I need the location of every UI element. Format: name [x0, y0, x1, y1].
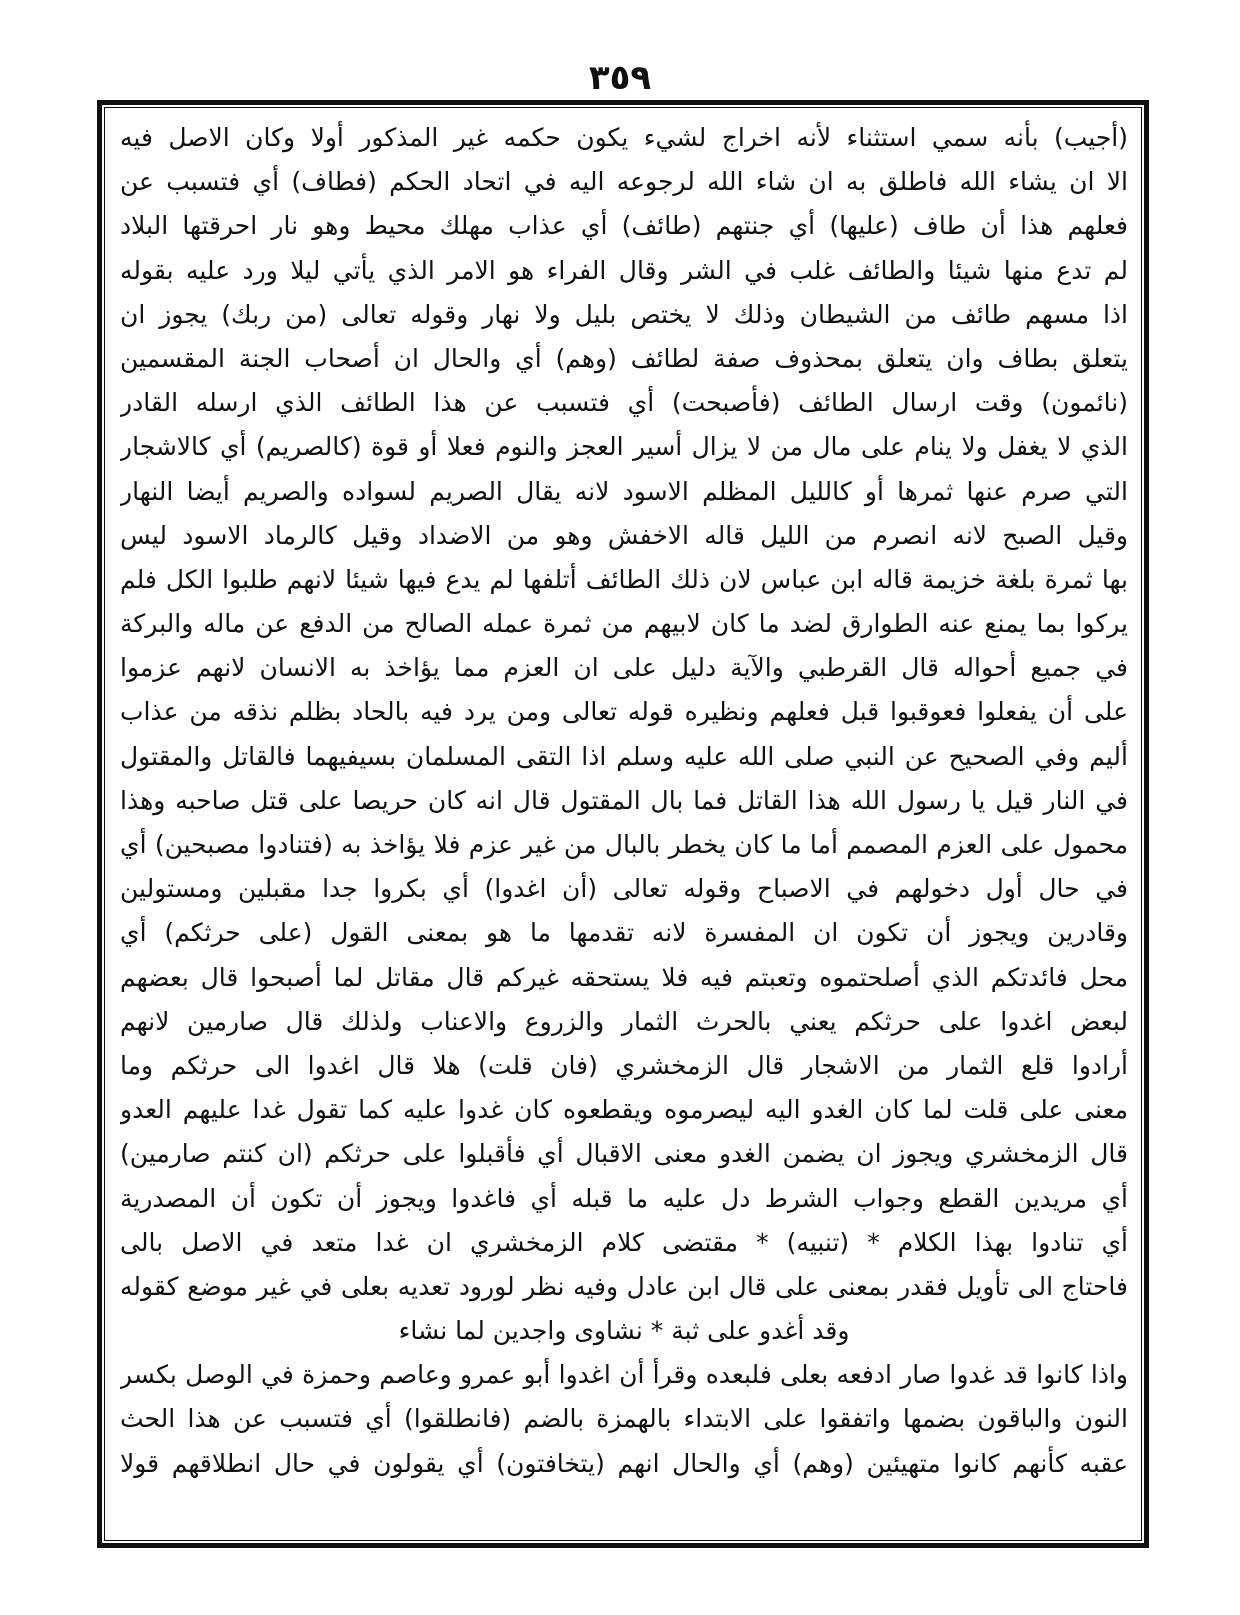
text-line: النون والباقون بضمها واتفقوا على الابتداء بالهمزة بالضم (فانطلقوا) أي فتسبب عن هذا الحث	[120, 1404, 1128, 1434]
text-block	[120, 116, 1128, 1532]
text-line: (نائمون) وقت ارسال الطائف (فأصبحت) أي فتسبب عن هذا الطائف الذي ارسله القادر	[120, 388, 1128, 418]
text-line: أي تنادوا بهذا الكلام * (تنبيه) * مقتضى كلام الزمخشري ان غدا متعد في الاصل بالى	[120, 1227, 1128, 1257]
page-number: ٣٥٩	[588, 58, 652, 98]
text-line: يتعلق بطاف وان يتعلق بمحذوف صفة لطائف (وهم) أي والحال ان أصحاب الجنة المقسمين	[120, 343, 1128, 373]
text-line: أي مريدين القطع وجواب الشرط دل عليه ما قبله أي فاغدوا ويجوز أن تكون أن المصدرية	[120, 1183, 1128, 1213]
text-line: في حال أول دخولهم في الاصباح وقوله تعالى (أن اغدوا) أي بكروا جدا مقبلين ومستولين	[120, 874, 1128, 904]
text-line: لم تدع منها شيئا والطائف غلب في الشر وقال الفراء هو الامر الذي يأتي ليلا ورد عليه بقوله	[120, 255, 1128, 285]
text-line: اذا مسهم طائف من الشيطان وذلك لا يختص بليل ولا نهار وقوله تعالى (من ربك) يجوز ان	[120, 299, 1128, 329]
text-line: قال الزمخشري ويجوز ان يضمن الغدو معنى الاقبال أي فأقبلوا على حرثكم (ان كنتم صارمين)	[120, 1139, 1128, 1169]
text-line: لبعض اغدوا على حرثكم يعني بالحرث الثمار والزروع والاعناب ولذلك قال صارمين لانهم	[120, 1006, 1128, 1036]
text-line: التي صرم عنها ثمرها أو كالليل المظلم الاسود لانه يقال الصريم لسواده والصريم أيضا النهار	[120, 476, 1128, 506]
text-line: محمول على العزم المصمم أما ما كان يخطر بالبال من غير عزم فلا يؤاخذ به (فتنادوا مصبحين) أي	[120, 830, 1128, 859]
text-line: عقبه كأنهم كانوا متهيئين (وهم) أي والحال انهم (يتخافتون) أي يقولون في حال انطلاقهم قولا	[120, 1448, 1128, 1478]
text-line: في جميع أحواله قال القرطبي والآية دليل على ان العزم مما يؤاخذ به الانسان لانهم عزموا	[120, 653, 1128, 683]
text-line: محل فائدتكم الذي أصلحتموه وتعبتم فيه فلا يستحقه غيركم قال مقاتل لما أصبحوا قال بعضهم	[120, 962, 1128, 992]
text-line: واذا كانوا قد غدوا صار ادفعه بعلى فلبعده وقرأ أن اغدوا أبو عمرو وعاصم وحمزة في الوصل بكسر	[120, 1360, 1128, 1390]
text-line: بها ثمرة بلغة خزيمة قاله ابن عباس لان ذلك الطائف أتلفها لم يدع فيها شيئا لانهم طلبوا الكل فلم	[120, 564, 1128, 594]
text-line: على أن يفعلوا فعوقبوا قبل فعلهم ونظيره قوله تعالى ومن يرد فيه بالحاد بظلم نذقه من عذاب	[120, 697, 1128, 727]
text-line: الذي لا يغفل ولا ينام على مال من لا يزال أسير العجز والنوم فعلا أو قوة (كالصريم) أي كالاشجار	[120, 432, 1128, 462]
verse-line: وقد أغدو على ثبة * نشاوى واجدين لما نشاء	[398, 1316, 850, 1346]
text-line: الا ان يشاء الله فاطلق به ان شاء الله لرجوعه اليه في اتحاد الحكم (فطاف) أي فتسبب عن	[120, 167, 1128, 197]
text-line: أرادوا قلع الثمار من الاشجار قال الزمخشري (فان قلت) هلا قال اغدوا الى حرثكم وما	[120, 1050, 1128, 1080]
text-line: يركوا بما يمنع عنه الطوارق لضد ما كان لابيهم من ثمرة عمله الصالح من الدفع عن ماله والبركة	[120, 609, 1128, 639]
text-line: فعلهم هذا أن طاف (عليها) أي جنتهم (طائف) أي عذاب مهلك محيط وهو نار احرقتها البلاد	[120, 211, 1128, 241]
text-line: (أجيب) بأنه سمي استثناء لأنه اخراج لشيء يكون حكمه غير المذكور أولا وكان الاصل فيه	[120, 123, 1128, 152]
text-line: وقيل الصبح لانه انصرم من الليل قاله الاخفش وهو من الاضداد وقيل كالرماد الاسود ليس	[120, 520, 1128, 550]
text-line: أليم وفي الصحيح عن النبي صلى الله عليه وسلم اذا التقى المسلمان بسيفيهما فالقاتل والمقتول	[120, 741, 1128, 771]
text-line: في النار قيل يا رسول الله هذا القاتل فما بال المقتول قال انه كان حريصا على قتل صاحبه وهذا	[120, 785, 1128, 815]
text-line: معنى على قلت لما كان الغدو اليه ليصرموه ويقطعوه كان غدوا عليه كما تقول غدا عليهم العدو	[120, 1095, 1128, 1125]
text-line: وقادرين ويجوز أن تكون ان المفسرة لانه تقدمها ما هو بمعنى القول (على حرثكم) أي	[120, 918, 1128, 948]
text-line: فاحتاج الى تأويل فقدر بمعنى على قال ابن عادل وفيه نظر لورود تعديه بعلى في غير موضع كقوله	[120, 1271, 1128, 1301]
